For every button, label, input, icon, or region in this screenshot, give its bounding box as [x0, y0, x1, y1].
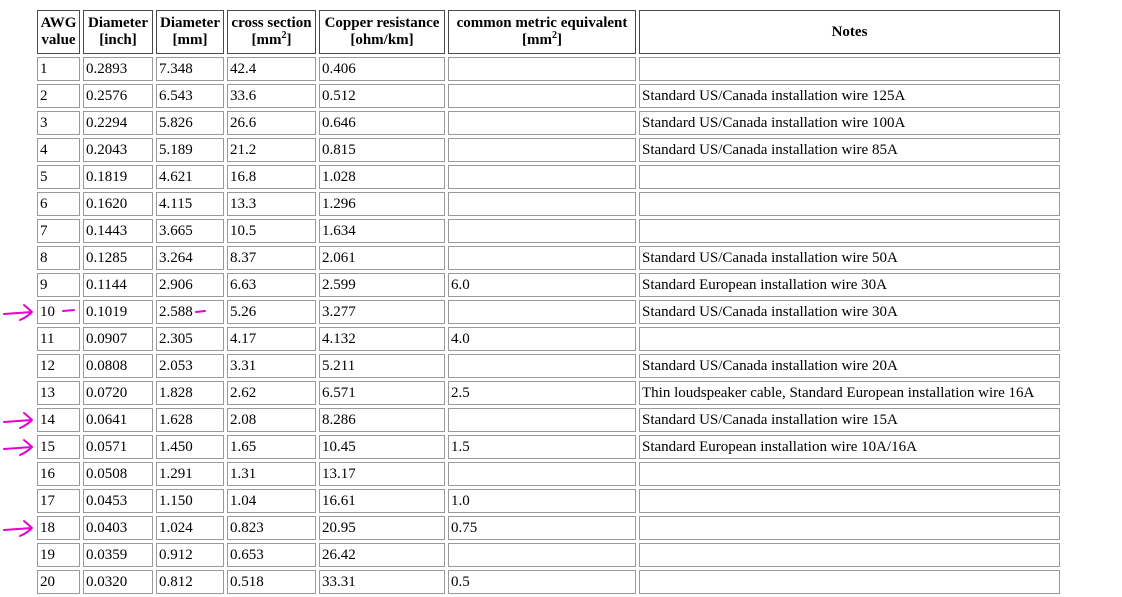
header-cs-close: ]	[286, 32, 292, 48]
table-row	[37, 489, 1060, 513]
awg-wire-table	[34, 7, 1063, 597]
header-me-close: ]	[557, 32, 562, 48]
diameter-mm-cell: 2.588	[156, 300, 224, 324]
diameter-mm-cell: 7.348	[156, 57, 224, 81]
diameter-mm-cell: 2.305	[156, 327, 224, 351]
cross-section-cell: 5.26	[227, 300, 316, 324]
awg-cell: 11	[37, 327, 80, 351]
diameter-inch-cell: 0.1819	[83, 165, 153, 189]
metric-equivalent-cell: 6.0	[448, 273, 636, 297]
cross-section-cell: 6.63	[227, 273, 316, 297]
cross-section-cell: 33.6	[227, 84, 316, 108]
copper-resistance-cell: 0.406	[319, 57, 445, 81]
table-row	[37, 516, 1060, 540]
diameter-inch-cell: 0.0571	[83, 435, 153, 459]
copper-resistance-cell: 3.277	[319, 300, 445, 324]
cross-section-cell: 1.04	[227, 489, 316, 513]
copper-resistance-cell: 5.211	[319, 354, 445, 378]
header-awg-line1: AWG	[40, 15, 77, 31]
cross-section-cell: 0.823	[227, 516, 316, 540]
header-cs-line1: cross section	[231, 15, 312, 31]
diameter-inch-cell: 0.0907	[83, 327, 153, 351]
metric-equivalent-cell: 0.5	[448, 570, 636, 594]
awg-cell: 13	[37, 381, 80, 405]
diameter-mm-cell: 2.906	[156, 273, 224, 297]
header-me-line1: common metric equivalent	[456, 15, 628, 31]
header-metric-equivalent	[448, 10, 636, 54]
awg-cell: 19	[37, 543, 80, 567]
awg-cell: 17	[37, 489, 80, 513]
diameter-inch-cell: 0.0720	[83, 381, 153, 405]
diameter-mm-cell: 5.826	[156, 111, 224, 135]
diameter-inch-cell: 0.0508	[83, 462, 153, 486]
diameter-mm-cell: 0.912	[156, 543, 224, 567]
notes-cell	[639, 516, 1060, 540]
header-diameter-mm	[156, 10, 224, 54]
notes-cell: Standard US/Canada installation wire 15A	[639, 408, 1060, 432]
diameter-inch-cell: 0.2893	[83, 57, 153, 81]
table-row	[37, 354, 1060, 378]
metric-equivalent-cell: 1.0	[448, 489, 636, 513]
metric-equivalent-cell	[448, 111, 636, 135]
header-cs-unit: [mm	[251, 32, 282, 48]
table-row	[37, 327, 1060, 351]
copper-resistance-cell: 13.17	[319, 462, 445, 486]
awg-cell: 20	[37, 570, 80, 594]
diameter-mm-cell: 1.291	[156, 462, 224, 486]
header-cs-sup: 2	[281, 30, 287, 41]
metric-equivalent-cell	[448, 57, 636, 81]
diameter-mm-cell: 4.115	[156, 192, 224, 216]
header-mm-line1: Diameter	[160, 15, 220, 31]
table-row	[37, 111, 1060, 135]
table-row	[37, 381, 1060, 405]
diameter-inch-cell: 0.0359	[83, 543, 153, 567]
copper-resistance-cell: 20.95	[319, 516, 445, 540]
copper-resistance-cell: 4.132	[319, 327, 445, 351]
copper-resistance-cell: 8.286	[319, 408, 445, 432]
diameter-mm-cell: 1.828	[156, 381, 224, 405]
metric-equivalent-cell	[448, 246, 636, 270]
arrow-mark-row-10	[4, 305, 32, 320]
metric-equivalent-cell	[448, 138, 636, 162]
diameter-mm-cell: 1.024	[156, 516, 224, 540]
copper-resistance-cell: 2.061	[319, 246, 445, 270]
header-awg-value	[37, 10, 80, 54]
awg-cell: 7	[37, 219, 80, 243]
diameter-inch-cell: 0.1144	[83, 273, 153, 297]
metric-equivalent-cell	[448, 300, 636, 324]
metric-equivalent-cell: 4.0	[448, 327, 636, 351]
cross-section-cell: 1.65	[227, 435, 316, 459]
metric-equivalent-cell	[448, 354, 636, 378]
table-row	[37, 57, 1060, 81]
notes-cell: Standard European installation wire 10A/16A	[639, 435, 1060, 459]
header-cross-section	[227, 10, 316, 54]
diameter-mm-cell: 0.812	[156, 570, 224, 594]
copper-resistance-cell: 1.296	[319, 192, 445, 216]
table-row	[37, 408, 1060, 432]
diameter-mm-cell: 3.264	[156, 246, 224, 270]
diameter-mm-cell: 5.189	[156, 138, 224, 162]
metric-equivalent-cell	[448, 408, 636, 432]
copper-resistance-cell: 10.45	[319, 435, 445, 459]
copper-resistance-cell: 6.571	[319, 381, 445, 405]
table-row	[37, 273, 1060, 297]
notes-cell: Standard US/Canada installation wire 30A	[639, 300, 1060, 324]
arrow-mark-row-18	[4, 521, 32, 536]
table-row	[37, 543, 1060, 567]
copper-resistance-cell: 0.512	[319, 84, 445, 108]
header-mm-line2: [mm]	[172, 32, 208, 48]
awg-cell: 1	[37, 57, 80, 81]
notes-cell: Standard US/Canada installation wire 20A	[639, 354, 1060, 378]
header-cr-line2: [ohm/km]	[350, 32, 414, 48]
notes-cell: Standard European installation wire 30A	[639, 273, 1060, 297]
diameter-inch-cell: 0.0453	[83, 489, 153, 513]
notes-cell	[639, 219, 1060, 243]
cross-section-cell: 2.08	[227, 408, 316, 432]
notes-cell	[639, 192, 1060, 216]
header-notes	[639, 10, 1060, 54]
table-row	[37, 219, 1060, 243]
copper-resistance-cell: 0.646	[319, 111, 445, 135]
cross-section-cell: 0.653	[227, 543, 316, 567]
diameter-inch-cell: 0.2294	[83, 111, 153, 135]
notes-cell: Thin loudspeaker cable, Standard European installation wire 16A	[639, 381, 1060, 405]
header-awg-line2: value	[41, 32, 76, 48]
diameter-inch-cell: 0.2576	[83, 84, 153, 108]
cross-section-cell: 4.17	[227, 327, 316, 351]
cross-section-cell: 21.2	[227, 138, 316, 162]
diameter-mm-cell: 1.450	[156, 435, 224, 459]
notes-cell: Standard US/Canada installation wire 100A	[639, 111, 1060, 135]
copper-resistance-cell: 1.028	[319, 165, 445, 189]
header-row	[37, 10, 1060, 54]
copper-resistance-cell: 33.31	[319, 570, 445, 594]
header-copper-resistance	[319, 10, 445, 54]
table-row	[37, 300, 1060, 324]
cross-section-cell: 13.3	[227, 192, 316, 216]
awg-cell: 18	[37, 516, 80, 540]
table-header	[37, 10, 1060, 54]
header-notes-label: Notes	[831, 23, 868, 40]
awg-cell: 9	[37, 273, 80, 297]
copper-resistance-cell: 0.815	[319, 138, 445, 162]
cross-section-cell: 3.31	[227, 354, 316, 378]
metric-equivalent-cell	[448, 84, 636, 108]
table-row	[37, 246, 1060, 270]
diameter-inch-cell: 0.2043	[83, 138, 153, 162]
metric-equivalent-cell	[448, 219, 636, 243]
table-row	[37, 165, 1060, 189]
notes-cell	[639, 570, 1060, 594]
diameter-mm-cell: 6.543	[156, 84, 224, 108]
cross-section-cell: 1.31	[227, 462, 316, 486]
awg-cell: 4	[37, 138, 80, 162]
header-diameter-inch	[83, 10, 153, 54]
cross-section-cell: 8.37	[227, 246, 316, 270]
awg-cell: 2	[37, 84, 80, 108]
awg-cell: 15	[37, 435, 80, 459]
metric-equivalent-cell: 2.5	[448, 381, 636, 405]
diameter-inch-cell: 0.1285	[83, 246, 153, 270]
diameter-inch-cell: 0.1620	[83, 192, 153, 216]
diameter-inch-cell: 0.0320	[83, 570, 153, 594]
diameter-mm-cell: 3.665	[156, 219, 224, 243]
copper-resistance-cell: 1.634	[319, 219, 445, 243]
cross-section-cell: 0.518	[227, 570, 316, 594]
awg-cell: 5	[37, 165, 80, 189]
diameter-mm-cell: 1.150	[156, 489, 224, 513]
table-row	[37, 138, 1060, 162]
diameter-inch-cell: 0.0808	[83, 354, 153, 378]
cross-section-cell: 42.4	[227, 57, 316, 81]
awg-cell: 3	[37, 111, 80, 135]
notes-cell: Standard US/Canada installation wire 85A	[639, 138, 1060, 162]
awg-cell: 8	[37, 246, 80, 270]
header-me-unit: [mm	[522, 32, 552, 48]
copper-resistance-cell: 16.61	[319, 489, 445, 513]
table-row	[37, 84, 1060, 108]
cross-section-cell: 26.6	[227, 111, 316, 135]
notes-cell: Standard US/Canada installation wire 125A	[639, 84, 1060, 108]
metric-equivalent-cell	[448, 543, 636, 567]
diameter-mm-cell: 4.621	[156, 165, 224, 189]
awg-cell: 10	[37, 300, 80, 324]
awg-cell: 12	[37, 354, 80, 378]
notes-cell	[639, 57, 1060, 81]
diameter-inch-cell: 0.1443	[83, 219, 153, 243]
table-row	[37, 435, 1060, 459]
notes-cell	[639, 165, 1060, 189]
table-row	[37, 570, 1060, 594]
copper-resistance-cell: 2.599	[319, 273, 445, 297]
diameter-inch-cell: 0.0641	[83, 408, 153, 432]
cross-section-cell: 10.5	[227, 219, 316, 243]
awg-cell: 16	[37, 462, 80, 486]
header-cr-line1: Copper resistance	[324, 15, 440, 31]
table-row	[37, 192, 1060, 216]
notes-cell	[639, 543, 1060, 567]
metric-equivalent-cell	[448, 192, 636, 216]
awg-cell: 14	[37, 408, 80, 432]
arrow-mark-row-15	[4, 440, 32, 455]
table-body	[37, 57, 1060, 594]
notes-cell	[639, 327, 1060, 351]
diameter-mm-cell: 1.628	[156, 408, 224, 432]
metric-equivalent-cell: 0.75	[448, 516, 636, 540]
metric-equivalent-cell	[448, 165, 636, 189]
metric-equivalent-cell	[448, 462, 636, 486]
table-row	[37, 462, 1060, 486]
cross-section-cell: 2.62	[227, 381, 316, 405]
metric-equivalent-cell: 1.5	[448, 435, 636, 459]
header-inch-line1: Diameter	[88, 15, 148, 31]
diameter-inch-cell: 0.1019	[83, 300, 153, 324]
diameter-mm-cell: 2.053	[156, 354, 224, 378]
notes-cell	[639, 462, 1060, 486]
diameter-inch-cell: 0.0403	[83, 516, 153, 540]
awg-cell: 6	[37, 192, 80, 216]
copper-resistance-cell: 26.42	[319, 543, 445, 567]
arrow-mark-row-14	[4, 413, 32, 428]
notes-cell	[639, 489, 1060, 513]
header-inch-line2: [inch]	[99, 32, 137, 48]
cross-section-cell: 16.8	[227, 165, 316, 189]
header-me-sup: 2	[552, 30, 557, 41]
notes-cell: Standard US/Canada installation wire 50A	[639, 246, 1060, 270]
